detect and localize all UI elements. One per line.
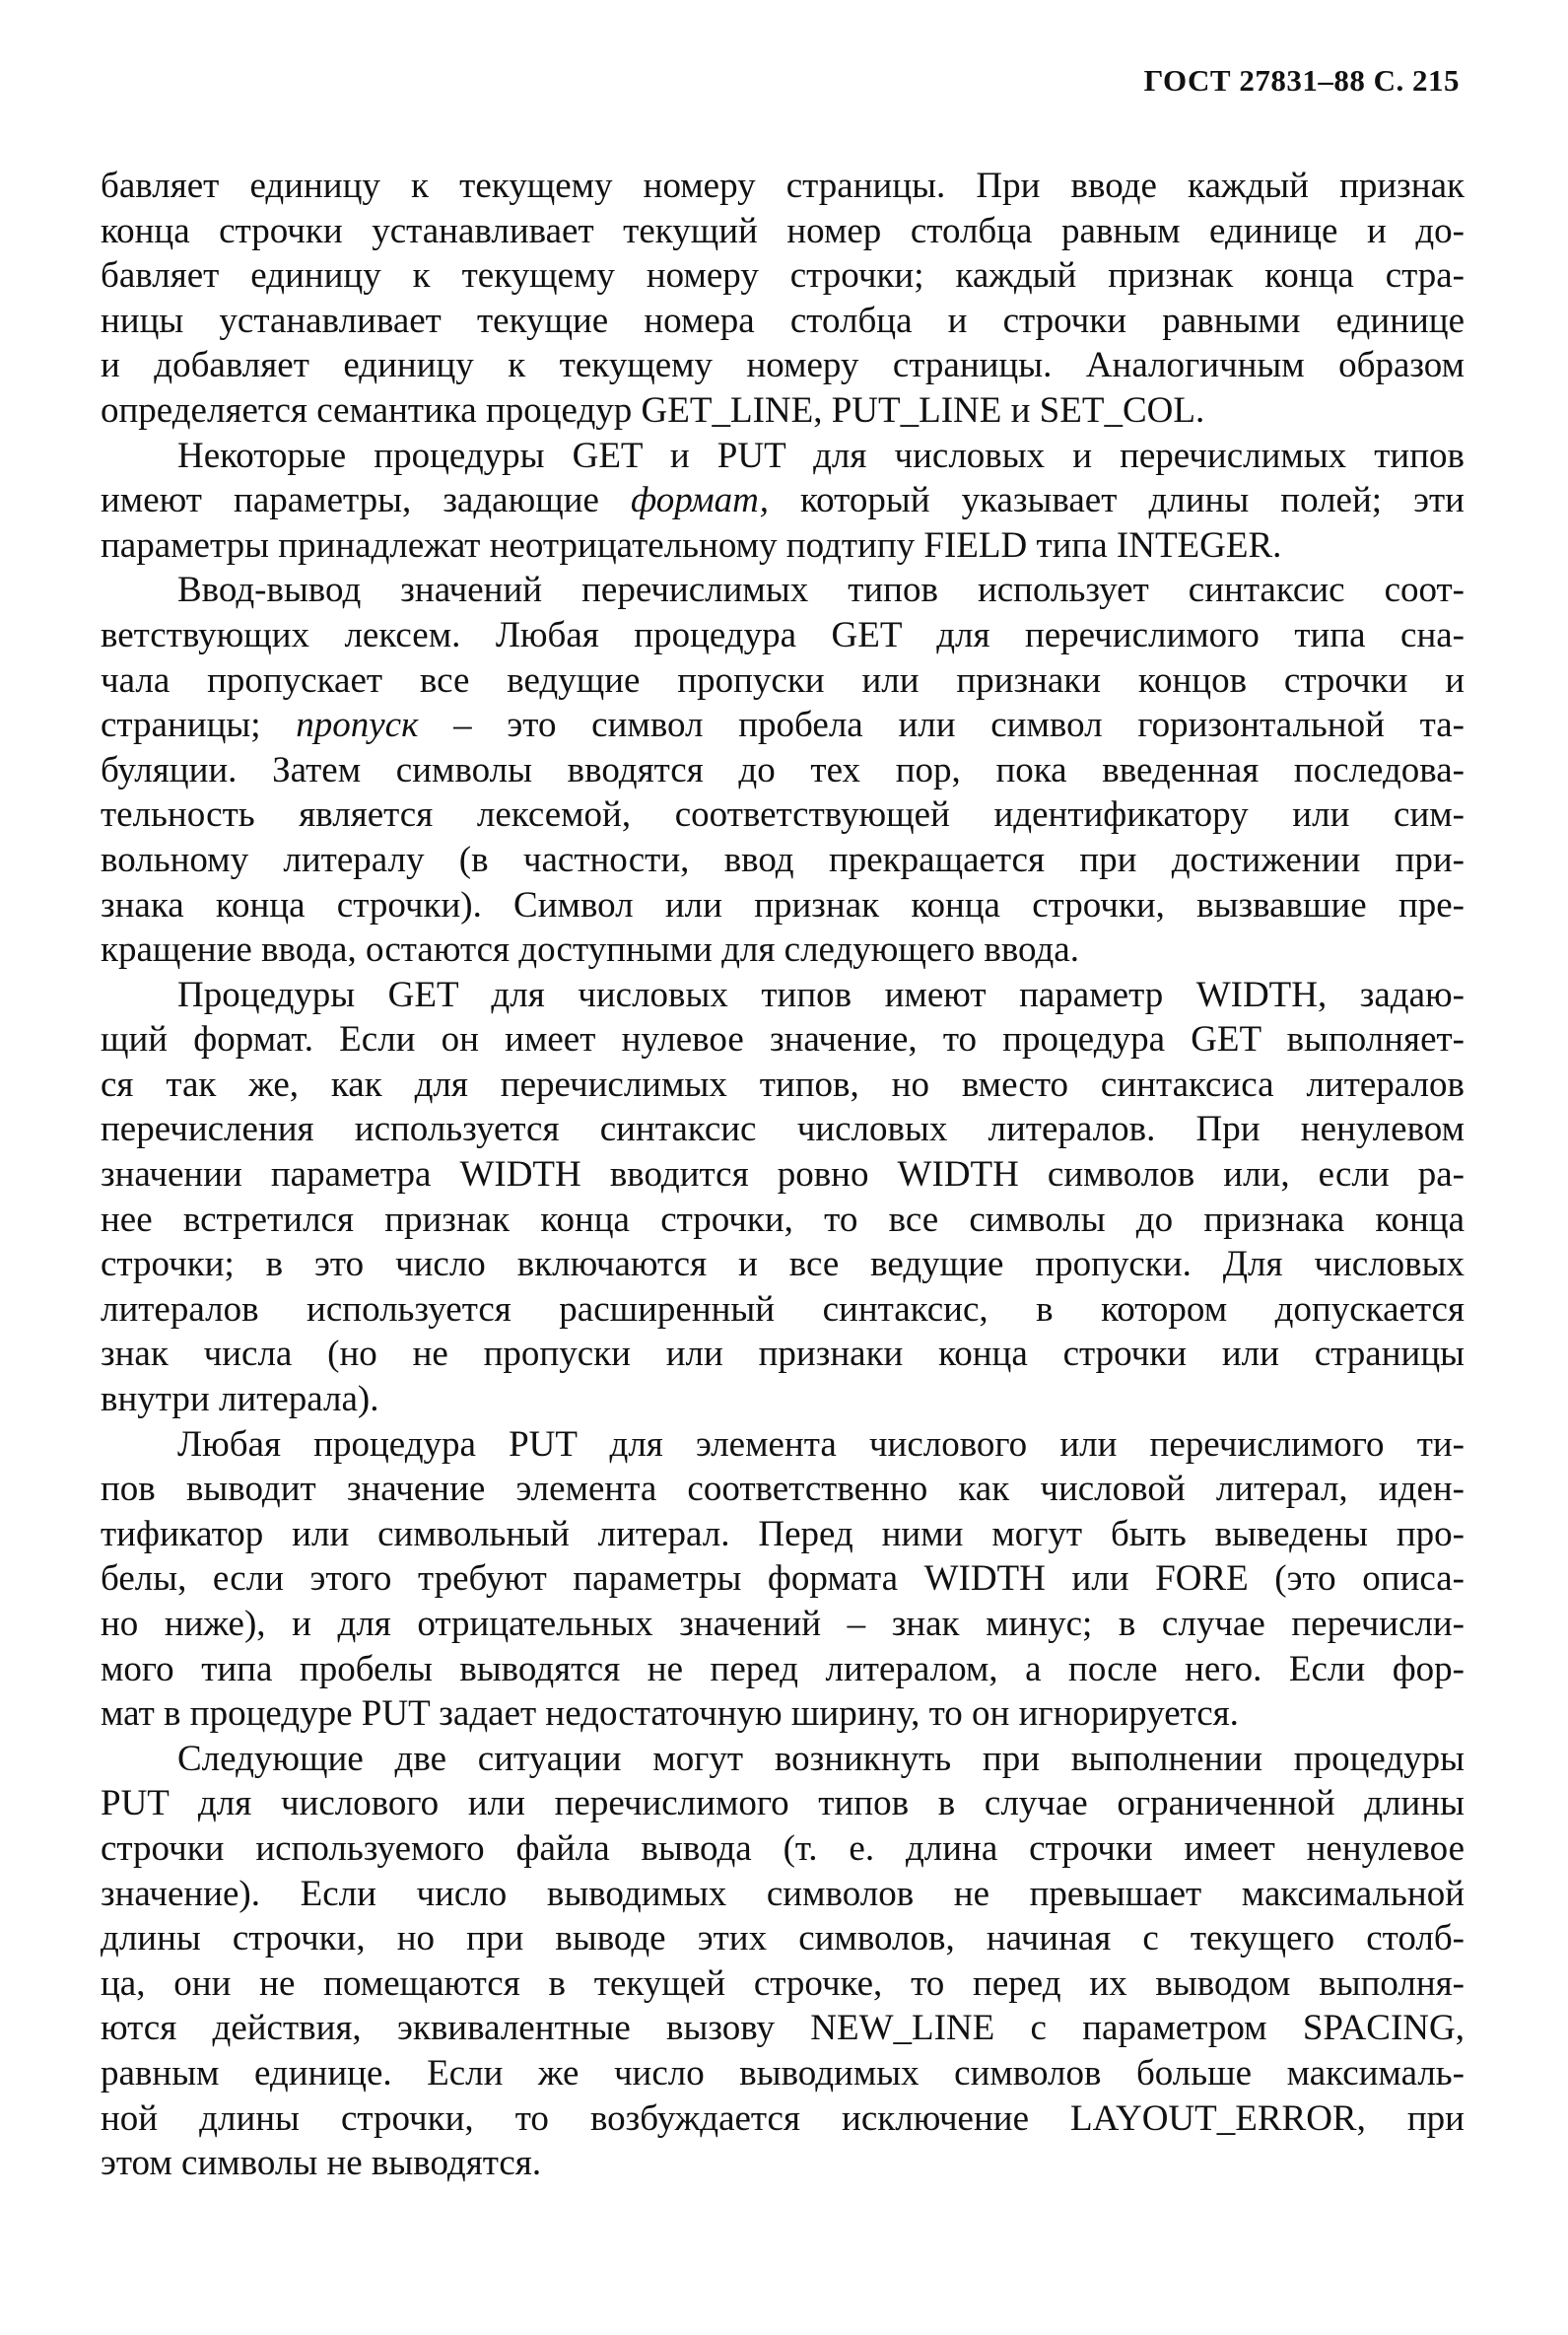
text-segment: PUT для числового или перечислимого типов в случае ограниченной длины xyxy=(101,1783,1465,1824)
italic-term: формат, xyxy=(631,480,769,521)
text-line xyxy=(101,164,1465,209)
text-line xyxy=(101,1781,1465,1826)
text-segment: знака конца строчки). Символ или признак конца строчки, вызвавшие пре- xyxy=(101,884,1465,926)
text-segment: Ввод-вывод значений перечислимых типов использует синтаксис соот- xyxy=(177,570,1465,611)
text-line xyxy=(101,1107,1465,1152)
text-line xyxy=(101,883,1465,928)
text-segment: длины строчки, но при выводе этих символов, начиная с текущего столб- xyxy=(101,1918,1465,1959)
text-line xyxy=(101,2051,1465,2096)
text-segment: параметры принадлежат неотрицательному подтипу FIELD типа INTEGER. xyxy=(101,524,1282,566)
text-line xyxy=(101,1152,1465,1198)
text-segment: внутри литерала). xyxy=(101,1379,379,1420)
text-segment: перечисления используется синтаксис числовых литералов. При ненулевом xyxy=(101,1109,1465,1150)
paragraph xyxy=(101,1737,1465,2186)
text-line xyxy=(101,1647,1465,1692)
text-segment: ся так же, как для перечислимых типов, но вместо синтаксиса литералов xyxy=(101,1064,1465,1105)
text-line xyxy=(101,1961,1465,2007)
text-line xyxy=(101,2006,1465,2051)
text-line xyxy=(101,253,1465,299)
text-segment: чала пропускает все ведущие пропуски или признаки концов строчки и xyxy=(101,659,1465,701)
text-segment: ветствующих лексем. Любая процедура GET для перечислимого типа сна- xyxy=(101,614,1465,655)
text-line xyxy=(101,388,1465,434)
text-line xyxy=(101,927,1465,973)
text-line xyxy=(101,1916,1465,1961)
text-line xyxy=(101,792,1465,838)
paragraph xyxy=(101,568,1465,972)
text-segment: нее встретился признак конца строчки, то все символы до признака конца xyxy=(101,1199,1465,1240)
text-line xyxy=(101,1826,1465,1872)
text-line xyxy=(101,838,1465,883)
text-line xyxy=(101,748,1465,793)
text-line xyxy=(101,613,1465,658)
text-segment: Процедуры GET для числовых типов имеют параметр WIDTH, задаю- xyxy=(177,974,1465,1015)
text-line xyxy=(101,1512,1465,1557)
text-line xyxy=(101,1242,1465,1287)
text-line xyxy=(101,1872,1465,1917)
text-segment: этом символы не выводятся. xyxy=(101,2143,542,2184)
text-line xyxy=(101,478,1465,523)
text-segment: литералов используется расширенный синтаксис, в котором допускается xyxy=(101,1288,1465,1330)
text-segment: вольному литералу (в частности, ввод прекращается при достижении при- xyxy=(101,839,1465,880)
text-segment: тельность является лексемой, соответствующей идентификатору или сим- xyxy=(101,794,1465,836)
text-segment: и добавляет единицу к текущему номеру страницы. Аналогичным образом xyxy=(101,345,1465,386)
paragraph xyxy=(101,164,1465,434)
text-segment: который указывает длины полей; эти xyxy=(768,480,1465,521)
paragraph xyxy=(101,434,1465,569)
text-line xyxy=(101,343,1465,388)
text-line xyxy=(101,209,1465,254)
text-segment: определяется семантика процедур GET_LINE, PUT_LINE и SET_COL. xyxy=(101,389,1205,431)
text-segment: щий формат. Если он имеет нулевое значение, то процедура GET выполняет- xyxy=(101,1019,1465,1061)
text-segment: тификатор или символьный литерал. Перед ними могут быть выведены про- xyxy=(101,1513,1465,1554)
text-segment: имеют параметры, задающие xyxy=(101,480,632,521)
text-line xyxy=(101,703,1465,748)
text-segment: ются действия, эквивалентные вызову NEW_LINE с параметром SPACING, xyxy=(101,2008,1465,2049)
text-segment: – это символ пробела или символ горизонтальной та- xyxy=(418,705,1465,746)
text-segment: бавляет единицу к текущему номеру страницы. При вводе каждый признак xyxy=(101,166,1465,206)
text-segment: мат в процедуре PUT задает недостаточную ширину, то он игнорируется. xyxy=(101,1693,1239,1735)
text-line xyxy=(101,2141,1465,2186)
italic-term: пропуск xyxy=(296,705,419,746)
text-line xyxy=(101,299,1465,344)
text-line xyxy=(101,1017,1465,1063)
text-segment: страницы; xyxy=(101,705,297,746)
paragraph xyxy=(101,1422,1465,1737)
text-line xyxy=(101,1063,1465,1108)
text-segment: но ниже), и для отрицательных значений – знак минус; в случае перечисли- xyxy=(101,1604,1465,1644)
text-segment: значение). Если число выводимых символов не превышает максимальной xyxy=(101,1873,1465,1914)
text-segment: Некоторые процедуры GET и PUT для числовых и перечислимых типов xyxy=(177,435,1465,476)
text-line xyxy=(101,434,1465,479)
paragraph xyxy=(101,973,1465,1422)
text-line xyxy=(101,568,1465,613)
text-segment: Любая процедура PUT для элемента числового или перечислимого ти- xyxy=(177,1423,1465,1465)
page-header: ГОСТ 27831–88 С. 215 xyxy=(1143,63,1460,98)
text-segment: кращение ввода, остаются доступными для следующего ввода. xyxy=(101,929,1079,971)
text-segment: значении параметра WIDTH вводится ровно WIDTH символов или, если ра- xyxy=(101,1154,1465,1196)
text-line xyxy=(101,1422,1465,1468)
body-text xyxy=(101,164,1465,2186)
text-line xyxy=(101,1467,1465,1512)
text-line xyxy=(101,1556,1465,1602)
text-segment: бавляет единицу к текущему номеру строчки; каждый признак конца стра- xyxy=(101,255,1465,297)
text-segment: белы, если этого требуют параметры формата WIDTH или FORE (это описа- xyxy=(101,1558,1465,1600)
text-segment: буляции. Затем символы вводятся до тех пор, пока введенная последова- xyxy=(101,749,1465,790)
text-line xyxy=(101,1737,1465,1782)
text-segment: знак числа (но не пропуски или признаки конца строчки или страницы xyxy=(101,1334,1465,1375)
text-segment: конца строчки устанавливает текущий номер столбца равным единице и до- xyxy=(101,210,1465,251)
text-line xyxy=(101,1332,1465,1377)
text-line xyxy=(101,658,1465,704)
text-segment: ной длины строчки, то возбуждается исключение LAYOUT_ERROR, при xyxy=(101,2097,1465,2139)
text-line xyxy=(101,1198,1465,1243)
text-line xyxy=(101,2096,1465,2142)
text-segment: ца, они не помещаются в текущей строчке, то перед их выводом выполня- xyxy=(101,1962,1465,2004)
text-segment: строчки используемого файла вывода (т. е. длина строчки имеет ненулевое xyxy=(101,1827,1465,1869)
text-segment: равным единице. Если же число выводимых символов больше максималь- xyxy=(101,2052,1465,2094)
text-segment: пов выводит значение элемента соответственно как числовой литерал, иден- xyxy=(101,1469,1465,1510)
text-line xyxy=(101,1287,1465,1333)
text-segment: ницы устанавливает текущие номера столбца и строчки равными единице xyxy=(101,300,1465,341)
text-segment: Следующие две ситуации могут возникнуть при выполнении процедуры xyxy=(177,1738,1465,1779)
text-line xyxy=(101,1602,1465,1647)
text-line xyxy=(101,523,1465,569)
text-line xyxy=(101,973,1465,1018)
text-segment: строчки; в это число включаются и все ведущие пропуски. Для числовых xyxy=(101,1244,1465,1285)
text-line xyxy=(101,1377,1465,1422)
text-segment: мого типа пробелы выводятся не перед литералом, а после него. Если фор- xyxy=(101,1648,1465,1689)
text-line xyxy=(101,1691,1465,1737)
